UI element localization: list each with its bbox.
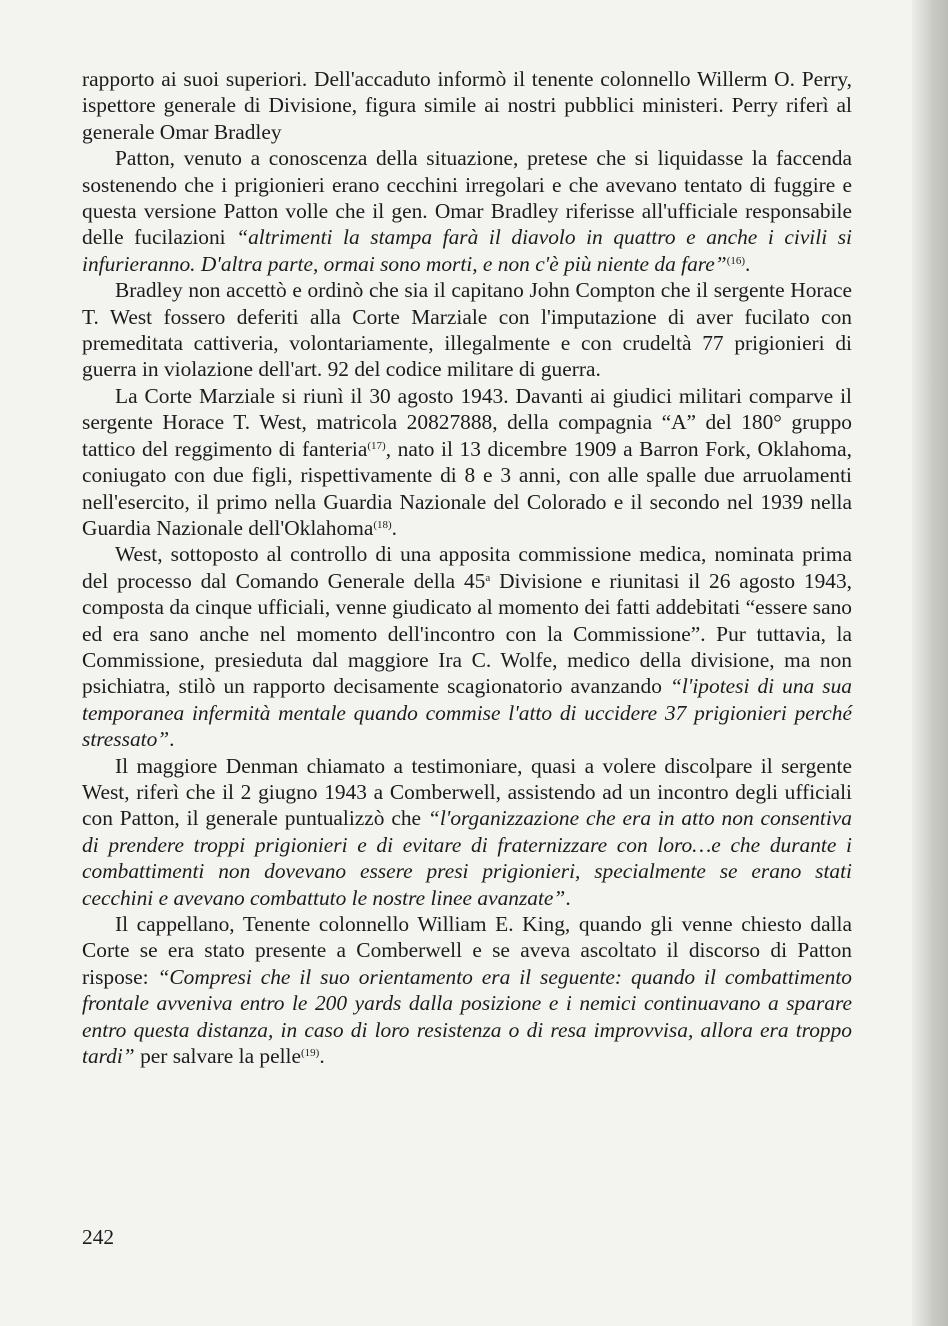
binding-gutter-shadow xyxy=(912,0,948,1326)
page-number: 242 xyxy=(82,1225,115,1249)
paragraph xyxy=(82,145,852,277)
body-text xyxy=(82,66,852,1069)
paragraph xyxy=(82,66,852,145)
text-run: Patton, venuto a conoscenza della situazione, pretese che si liquidasse la faccenda sostenendo che i prigionieri erano cecchini irregolari e che avevano tentato di fuggire e questa versione Patton volle che il gen. Omar Bradley riferisse all'ufficiale responsabile delle fucilazioni xyxy=(82,146,852,250)
text-run: . xyxy=(169,727,175,752)
text-run: , nato il 13 dicembre 1909 a Barron Fork, Oklahoma, coniugato con due figli, rispettivamente di 8 e 3 anni, con alle spalle due arruolamenti nell'esercito, il primo nella Guardia Nazionale del Colorado e il secondo nel 1939 nella Guardia Nazionale dell'Oklahoma xyxy=(82,436,852,540)
paragraph xyxy=(82,753,852,911)
paragraph xyxy=(82,277,852,383)
italic-quote: “Compresi che il suo orientamento era il seguente: quando il combattimento frontale avveniva entro le 200 yards dalla posizione e i nemici continuavano a sparare entro questa distanza, in caso di loro resistenza o di resa improvvisa, allora era troppo tardi” xyxy=(82,964,853,1069)
text-run: . xyxy=(391,515,398,540)
text-run: West, sottoposto al controllo di una apposita commissione medica, nominata prima del processo dal Comando Generale della 45 xyxy=(82,542,852,593)
text-run: La Corte Marziale si riunì il 30 agosto 1943. Davanti ai giudici militari comparve il sergente Horace T. West, matricola 20827888, della compagnia “A” del 180° gruppo tattico del reggimento di fanteria xyxy=(82,383,852,461)
italic-quote: “l'ipotesi di una sua temporanea infermità mentale quando commise l'atto di uccidere 37 prigionieri perché stressato” xyxy=(82,674,852,752)
footnote-ref: (19) xyxy=(301,1047,320,1060)
paragraph xyxy=(82,383,852,541)
text-run: per salvare la pelle xyxy=(134,1044,301,1069)
footnote-ref: a xyxy=(485,571,491,584)
text-run: Il maggiore Denman chiamato a testimoniare, quasi a volere discolpare il sergente West, riferì che il 2 giugno 1943 a Comberwell, assistendo ad un incontro degli ufficiali con Patton, il generale puntualizzò che xyxy=(82,753,852,831)
footnote-ref: (17) xyxy=(367,439,386,452)
footnote-ref: (18) xyxy=(373,518,392,531)
text-run: Bradley non accettò e ordinò che sia il capitano John Compton che il sergente Horace T. West fossero deferiti alla Corte Marziale con l'imputazione di aver fucilato con premeditata cattiveria, volontariamente, illegalmente e con crudeltà 77 prigionieri di guerra in violazione dell'art. 92 del codice militare di guerra. xyxy=(82,278,852,382)
paragraph xyxy=(82,541,852,752)
text-run: Divisione e riunitasi il 26 agosto 1943, composta da cinque ufficiali, venne giudicato al momento dei fatti addebitati “essere sano ed era sano anche nel momento dell'incontro con la Commissione”. Pur tuttavia, la Commissione, presieduta dal maggiore Ira C. Wolfe, medico della divisione, ma non psichiatra, stilò un rapporto decisamente scagionatorio avanzando xyxy=(82,568,853,699)
text-run: rapporto ai suoi superiori. Dell'accaduto informò il tenente colonnello Willerm O. Perry, ispettore generale di Divisione, figura simile ai nostri pubblici ministeri. Perry riferì al generale Omar Bradley xyxy=(82,67,852,144)
text-run: . xyxy=(319,1044,325,1069)
text-run: Il cappellano, Tenente colonnello William E. King, quando gli venne chiesto dalla Corte se era stato presente a Comberwell e se aveva ascoltato il discorso di Patton rispose: xyxy=(82,912,852,989)
italic-quote: “altrimenti la stampa farà il diavolo in quattro e anche i civili si infurieranno. D'altra parte, ormai sono morti, e non c'è più niente da fare” xyxy=(82,225,852,276)
italic-quote: “l'organizzazione che era in atto non consentiva di prendere troppi prigionieri e di evitare di fraternizzare con loro…e che durante i combattimenti non dovevano essere presi prigionieri, specialmente se erano stati cecchini e avevano combattuto le nostre linee avanzate” xyxy=(82,806,852,910)
paragraph xyxy=(82,911,852,1069)
text-run: . xyxy=(565,885,571,910)
footnote-ref: (16) xyxy=(726,254,746,267)
text-run: . xyxy=(745,251,751,276)
